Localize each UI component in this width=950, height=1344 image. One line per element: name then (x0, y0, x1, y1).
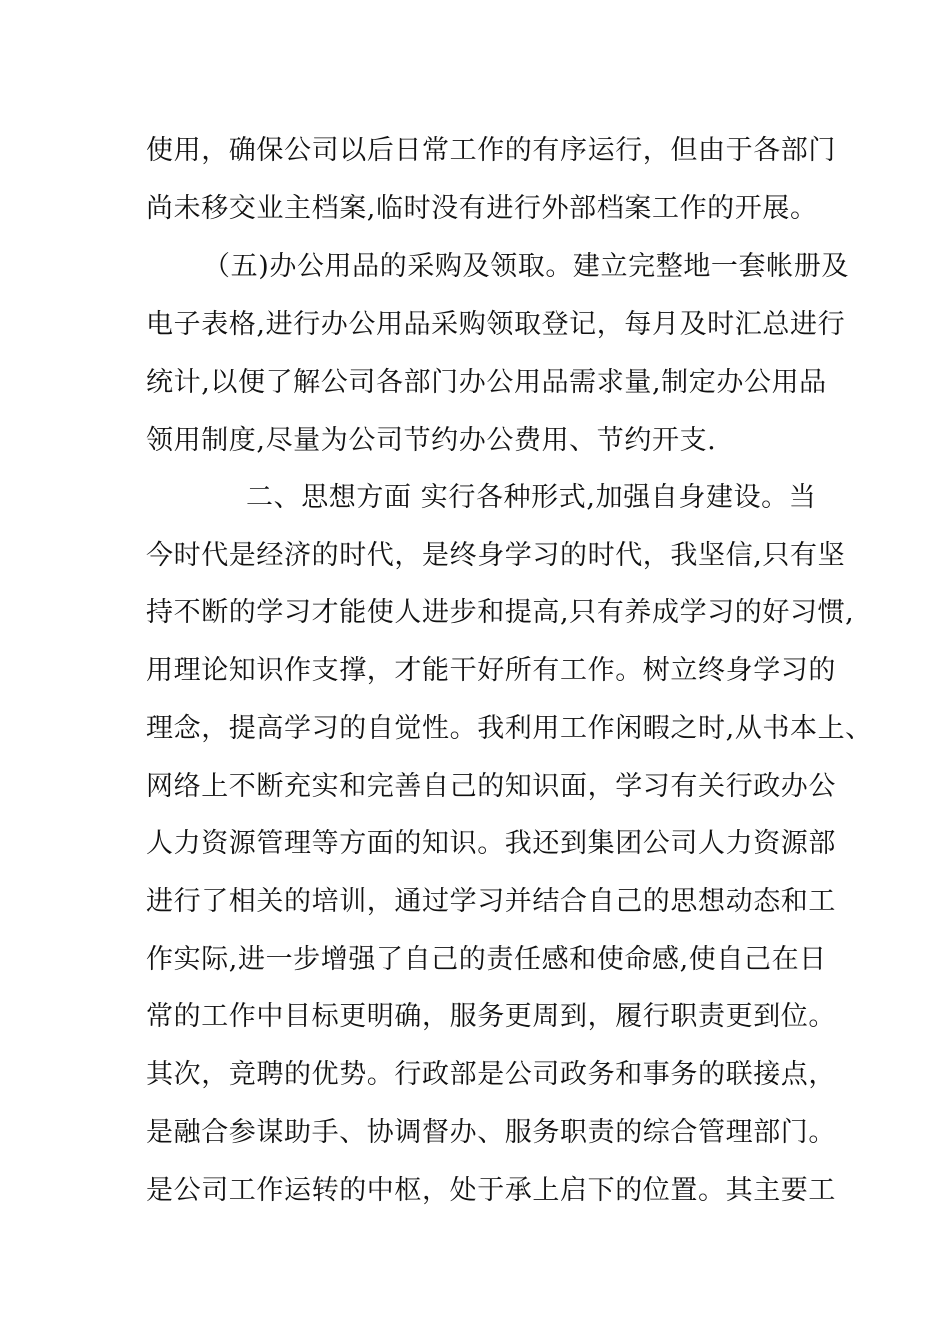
text-line-10: 用理论知识作支撑，才能干好所有工作。树立终身学习的 (146, 655, 836, 686)
text-line-8: 今时代是经济的时代，是终身学习的时代，我坚信,只有坚 (146, 540, 846, 571)
text-line-6: 领用制度,尽量为公司节约办公费用、节约开支. (146, 425, 717, 456)
text-line-18: 是融合参谋助手、协调督办、服务职责的综合管理部门。 (146, 1117, 836, 1148)
text-line-3: （五)办公用品的采购及领取。建立完整地一套帐册及 (203, 251, 849, 282)
text-line-7: 二、思想方面 实行各种形式,加强自身建设。当 (246, 482, 817, 513)
text-line-9: 持不断的学习才能使人进步和提高,只有养成学习的好习惯, (146, 597, 855, 628)
text-line-12: 网络上不断充实和完善自己的知识面，学习有关行政办公 (146, 771, 836, 802)
text-line-13: 人力资源管理等方面的知识。我还到集团公司人力资源部 (146, 828, 836, 859)
text-line-5: 统计,以便了解公司各部门办公用品需求量,制定办公用品 (146, 367, 827, 398)
text-line-11: 理念，提高学习的自觉性。我利用工作闲暇之时,从书本上、 (146, 713, 873, 744)
text-line-17: 其次，竞聘的优势。行政部是公司政务和事务的联接点， (146, 1059, 836, 1090)
text-line-2: 尚未移交业主档案,临时没有进行外部档案工作的开展。 (146, 193, 818, 224)
text-line-4: 电子表格,进行办公用品采购领取登记，每月及时汇总进行 (146, 309, 846, 340)
text-line-14: 进行了相关的培训，通过学习并结合自己的思想动态和工 (146, 886, 836, 917)
text-line-19: 是公司工作运转的中枢，处于承上启下的位置。其主要工 (146, 1175, 836, 1206)
text-line-16: 常的工作中目标更明确，服务更周到，履行职责更到位。 (146, 1001, 836, 1032)
text-line-15: 作实际,进一步增强了自己的责任感和使命感,使自己在日 (146, 944, 827, 975)
text-line-1: 使用，确保公司以后日常工作的有序运行，但由于各部门 (146, 135, 836, 166)
